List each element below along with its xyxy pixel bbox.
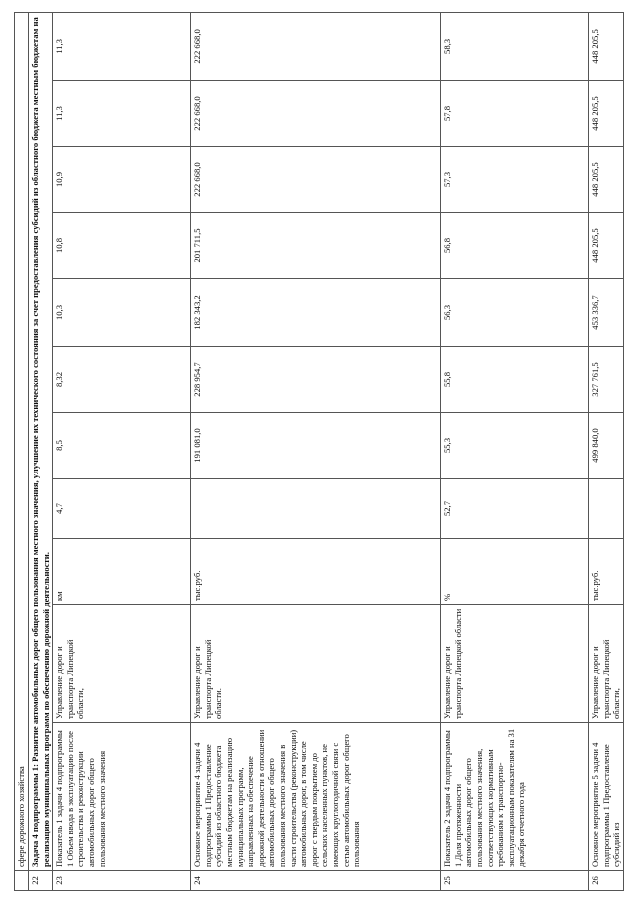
value-cell: 56,3 [441, 279, 589, 347]
table-row [29, 12, 53, 890]
value-cell: 4,7 [53, 479, 191, 539]
value-cell: 448 205,5 [589, 12, 624, 80]
value-cell: 8,32 [53, 347, 191, 413]
executor: Управление дорог и транспорта Липецкой области. [191, 605, 441, 723]
value-cell: 201 711,5 [191, 213, 441, 279]
executor: Управление дорог и транспорта Липецкой области, [589, 605, 624, 723]
value-cell: 182 343,2 [191, 279, 441, 347]
indicator-table [14, 12, 624, 891]
value-cell: 55,3 [441, 413, 589, 479]
value-cell [191, 479, 441, 539]
executor: Управление дорог и транспорта Липецкой области, [53, 605, 191, 723]
row-number: 25 [441, 871, 589, 891]
row-number: 24 [191, 871, 441, 891]
value-cell: 11,3 [53, 81, 191, 147]
value-cell: 57,3 [441, 147, 589, 213]
indicator-name: Показатель 2 задачи 4 подпрограммы 1 Доля протяженности автомобильных дорог общего пользования местного значения, соответствующих нормативным требованиям к транспортно-эксплуатационным показателям на 31 декабря отчетного года [441, 723, 589, 871]
row-number: 23 [53, 871, 191, 891]
unit: тыс.руб. [589, 539, 624, 605]
value-cell: 228 954,7 [191, 347, 441, 413]
table-row [15, 12, 29, 890]
task-heading: Задача 4 подпрограммы 1: Развитие автомобильных дорог общего пользования местного значения, улучшение их технического состояния за счет предоставления субсидий из областного бюджета местным бюджетам на реализацию муниципальных программ по обеспечению дорожной деятельности. [29, 12, 53, 870]
value-cell: 55,8 [441, 347, 589, 413]
unit: тыс.руб. [191, 539, 441, 605]
value-cell: 58,3 [441, 12, 589, 80]
indicator-name: Основное мероприятие 5 задачи 4 подпрограммы 1 Предоставление субсидий из [589, 723, 624, 871]
indicator-name: Основное мероприятие 4 задачи 4 подпрограммы 1 Предоставление субсидий из областного бюджета местным бюджетам на реализацию муниципальных программ, направленных на обеспечение дорожной деятельности в отношении автомобильных дорог общего пользования местного значения в части строительства (реконструкции) автомобильных дорог, в том числе дорог с твердым покрытием до сельских населенных пунктов, не имеющих круглогодичной связи с сетью автомобильных дорог общего пользования [191, 723, 441, 871]
value-cell: 453 336,7 [589, 279, 624, 347]
value-cell: 8,5 [53, 413, 191, 479]
value-cell: 10,8 [53, 213, 191, 279]
value-cell: 222 668,0 [191, 12, 441, 80]
value-cell: 52,7 [441, 479, 589, 539]
row-number: 26 [589, 871, 624, 891]
table-row [441, 12, 589, 890]
value-cell: 448 205,5 [589, 147, 624, 213]
value-cell: 191 081,0 [191, 413, 441, 479]
unit: км [53, 539, 191, 605]
row-number [15, 871, 29, 891]
table-row [191, 12, 441, 890]
row-number: 22 [29, 871, 53, 891]
section-text: сфере дорожного хозяйства [15, 12, 29, 870]
value-cell: 56,8 [441, 213, 589, 279]
value-cell: 57,8 [441, 81, 589, 147]
value-cell: 222 668,0 [191, 81, 441, 147]
value-cell: 448 205,5 [589, 213, 624, 279]
value-cell: 11,3 [53, 12, 191, 80]
executor: Управление дорог и транспорта Липецкой области [441, 605, 589, 723]
value-cell: 10,9 [53, 147, 191, 213]
table-row [589, 12, 624, 890]
indicator-name: Показатель 1 задачи 4 подпрограммы 1 Объем ввода в эксплуатацию после строительства и реконструкции автомобильных дорог общего пользования местного значения [53, 723, 191, 871]
value-cell: 448 205,5 [589, 81, 624, 147]
value-cell: 499 840,0 [589, 413, 624, 479]
value-cell: 327 761,5 [589, 347, 624, 413]
table-row [53, 12, 191, 890]
value-cell: 222 668,0 [191, 147, 441, 213]
value-cell [589, 479, 624, 539]
unit: % [441, 539, 589, 605]
value-cell: 10,3 [53, 279, 191, 347]
document-sheet [14, 17, 626, 891]
